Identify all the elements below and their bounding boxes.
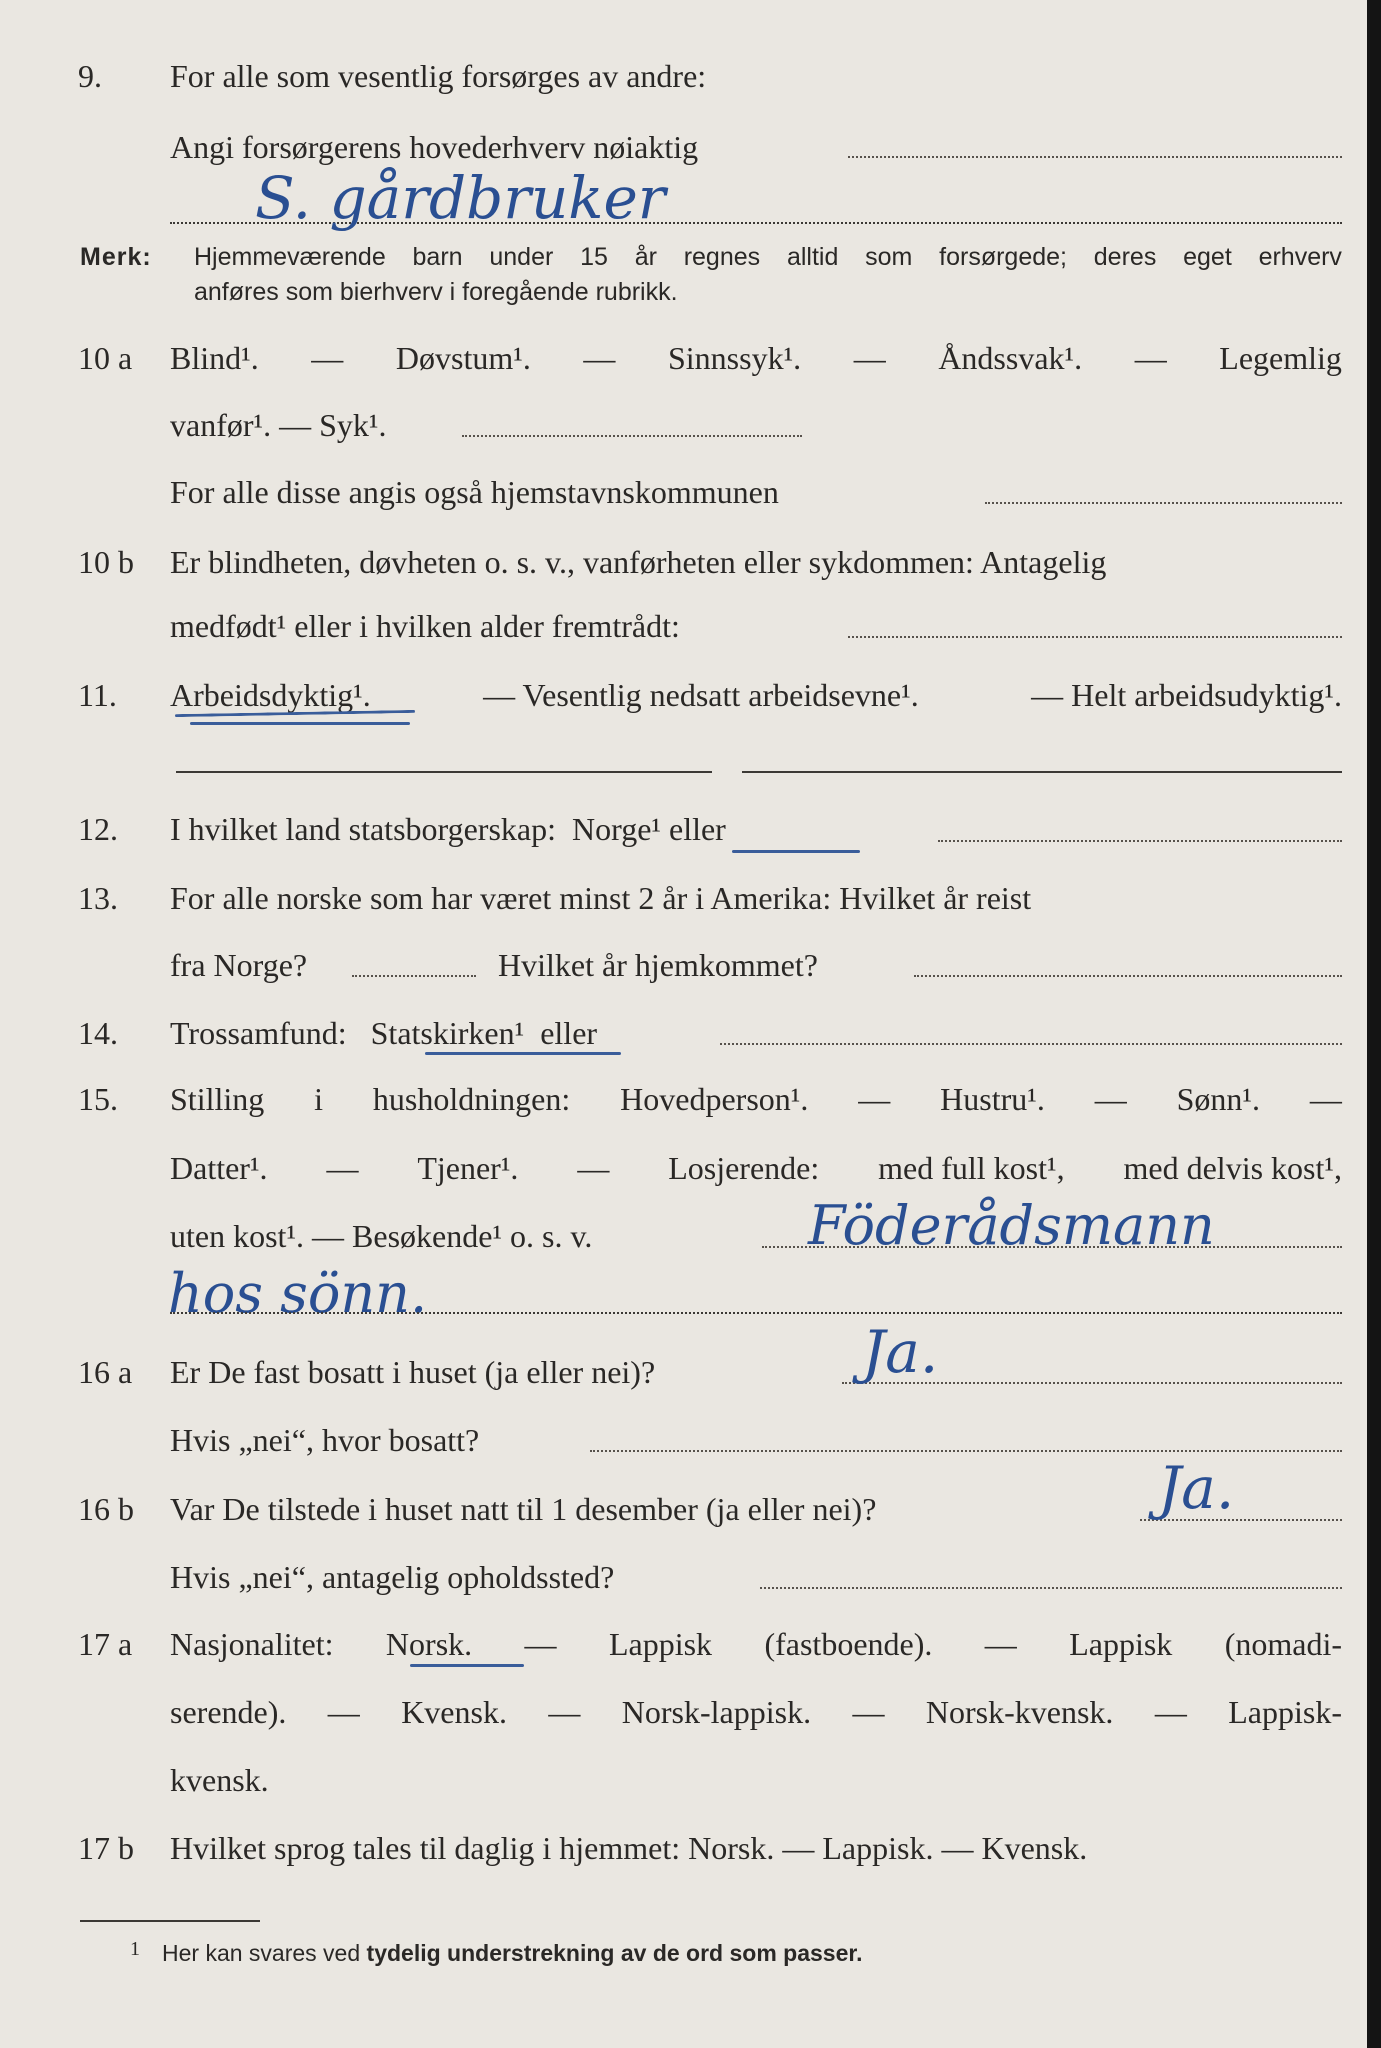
q9-line2: Angi forsørgerens hovederhverv nøiaktig [170,129,699,165]
q10a-line1-word: — [583,340,616,376]
q12-eller: eller [668,811,726,847]
footnote-text-a: Her kan svares ved [162,1940,361,1966]
q14-eller: eller [540,1015,598,1051]
q10a-line1-word: Åndssvak¹. [938,340,1083,376]
merk-line1-word: under [489,243,554,271]
q15-line1-word: — [1309,1081,1342,1117]
q10a-line1-word: Sinnssyk¹. [667,340,802,376]
q13-line2-a: fra Norge? [170,947,308,983]
q17a-line2 [170,1690,1342,1734]
q17a-line2-word: — [327,1694,360,1730]
footnote-mark: 1 [130,1938,140,1960]
merk-line1-word: regnes [683,243,761,271]
q9-line1: For alle som vesentlig forsørges av andre: [170,58,707,94]
q15-line1 [170,1077,1342,1121]
q13-line1: For alle norske som har været minst 2 år i Amerika: Hvilket år reist [170,880,1032,916]
item-number-14: 14. [78,1015,118,1051]
q17a-line2-word: Norsk-lappisk. [621,1694,812,1730]
q11-line1-word: Arbeidsdyktig¹. [170,677,371,713]
q10a-fill-line [462,435,802,437]
q17a-line1-word: (fastboende). [764,1626,933,1662]
footnote-text-b: tydelig understrekning av de ord som passer. [366,1940,863,1966]
item-number-15: 15. [78,1081,118,1117]
q17a-line2-word: Lappisk- [1228,1694,1342,1730]
q10b-line1: Er blindheten, døvheten o. s. v., vanførheten eller sykdommen: Antagelig [170,544,1107,580]
q12-option-norge: Norge¹ [572,811,661,847]
q15-line1-word: — [1094,1081,1127,1117]
q9-handwritten-answer: S. gårdbruker [255,164,666,232]
q10a-line1-word: Legemlig [1219,340,1342,376]
q13-fill-year-home [914,975,1342,977]
scan-edge [1367,0,1381,2048]
item-number-17b: 17 b [78,1830,134,1866]
q10a-line1 [170,336,1342,380]
q15-line1-word: Hovedperson¹. [620,1081,809,1117]
item-number-10a: 10 a [78,340,133,376]
item-number-13: 13. [78,880,118,916]
q11-line1-word: — Vesentlig nedsatt arbeidsevne¹. [483,677,919,713]
q17a-line3: kvensk. [170,1762,269,1798]
q15-line2-word: — [577,1150,610,1186]
q15-line1-word: — [858,1081,891,1117]
q11-rule-right [742,771,1342,773]
q10a-line3: For alle disse angis også hjemstavnskommunen [170,474,779,510]
merk-line1-word: barn [412,243,463,271]
merk-line1-word: deres [1093,243,1157,271]
q14-line1 [170,1011,597,1055]
q17a-line1-word: — [524,1626,557,1662]
q12-text: I hvilket land statsborgerskap: [170,811,556,847]
q17a-norsk-underline [410,1664,524,1667]
q13-line2-b: Hvilket år hjemkommet? [498,947,818,983]
item-number-12: 12. [78,811,118,847]
q14-fill-line [720,1043,1342,1045]
merk-line1-word: 15 [580,243,608,271]
q15-line2-word: med delvis kost¹, [1123,1150,1342,1186]
merk-line1-word: år [634,243,657,271]
q17a-line1 [170,1622,1342,1666]
q15-handwritten-answer-1: Föderådsmann [808,1194,1215,1257]
q17a-line1-word: (nomadi- [1224,1626,1342,1662]
q17a-line2-word: Norsk-kvensk. [925,1694,1114,1730]
q15-line2-word: Tjener¹. [417,1150,519,1186]
q16a-line2: Hvis „nei“, hvor bosatt? [170,1422,480,1458]
q11-rule-left [176,771,712,773]
q10a-line1-word: Døvstum¹. [395,340,531,376]
q15-line1-word: Hustru¹. [940,1081,1045,1117]
merk-line1-word: Hjemmeværende [194,243,386,271]
q15-line2-word: Losjerende: [668,1150,820,1186]
q15-handwritten-answer-2: hos sönn. [168,1262,428,1325]
q10a-fill-line2 [985,502,1342,504]
q17a-line2-word: — [1154,1694,1187,1730]
item-number-9: 9. [78,58,102,94]
q15-line1-word: Stilling [170,1081,265,1117]
q14-statskirken-underline [425,1052,621,1055]
item-number-16b: 16 b [78,1491,134,1527]
q10a-line1-word: Blind¹. [170,340,259,376]
q9-fill-line [848,156,1342,158]
q10a-line1-word: — [311,340,344,376]
merk-line1-word: alltid [786,243,839,271]
q16b-fill-line2 [760,1587,1342,1589]
q17a-line1-word: — [984,1626,1017,1662]
merk-line1-word: erhverv [1258,243,1342,271]
merk-line1-word: forsørgede; [939,243,1067,271]
merk-line1 [194,240,1342,274]
merk-line1-word: eget [1183,243,1232,271]
q16b-line1: Var De tilstede i huset natt til 1 desember (ja eller nei)? [170,1491,877,1527]
q17a-line1-word: Lappisk [608,1626,713,1662]
q10a-line2: vanfør¹. — Syk¹. [170,407,387,443]
q16b-line2: Hvis „nei“, antagelig opholdssted? [170,1559,615,1595]
merk-line1-word: som [865,243,913,271]
q12-line1 [170,807,726,851]
q10a-line1-word: — [1134,340,1167,376]
q15-answer-line [170,1312,1342,1314]
q17a-line2-word: serende). [170,1694,287,1730]
q15-line1-word: Sønn¹. [1176,1081,1261,1117]
q17a-line2-word: — [852,1694,885,1730]
q14-text: Trossamfund: [170,1015,347,1051]
item-number-11: 11. [78,677,117,713]
q16a-line1: Er De fast bosatt i huset (ja eller nei)? [170,1354,656,1390]
merk-label: Merk: [80,243,152,271]
q16b-handwritten-answer: Ja. [1158,1454,1235,1522]
q17a-line2-word: Kvensk. [401,1694,507,1730]
footnote-rule [80,1920,260,1922]
q13-fill-year-left [352,975,476,977]
q15-line3: uten kost¹. — Besøkende¹ o. s. v. [170,1218,593,1254]
q15-line2-word: med full kost¹, [878,1150,1065,1186]
q10b-fill-line [848,636,1342,638]
merk-line2: anføres som bierhverv i foregående rubrikk. [194,278,678,306]
q14-option-statskirken: Statskirken¹ [370,1015,525,1051]
item-number-17a: 17 a [78,1626,133,1662]
q17a-line2-word: — [548,1694,581,1730]
q15-line2-word: — [326,1150,359,1186]
q15-line2 [170,1146,1342,1190]
footnote-text [162,1938,862,1968]
q17b-line1: Hvilket sprog tales til daglig i hjemmet: Norsk. — Lappisk. — Kvensk. [170,1830,1088,1866]
q12-norge-underline [732,850,860,853]
q12-fill-line [938,840,1342,842]
q17a-line1-word: Nasjonalitet: [170,1626,334,1662]
q15-line1-word: i [314,1081,324,1117]
q16a-handwritten-answer: Ja. [862,1318,939,1386]
item-number-10b: 10 b [78,544,134,580]
q15-line2-word: Datter¹. [170,1150,268,1186]
item-number-16a: 16 a [78,1354,133,1390]
q10a-line1-word: — [853,340,886,376]
q17a-line1-word: Lappisk [1069,1626,1173,1662]
q15-line1-word: husholdningen: [372,1081,571,1117]
q11-line1-word: — Helt arbeidsudyktig¹. [1031,677,1342,713]
q17a-line1-word: Norsk. [385,1626,473,1662]
q10b-line2: medfødt¹ eller i hvilken alder fremtrådt: [170,608,680,644]
q11-scribble-mark [190,722,410,725]
q16a-fill-line2 [590,1450,1342,1452]
